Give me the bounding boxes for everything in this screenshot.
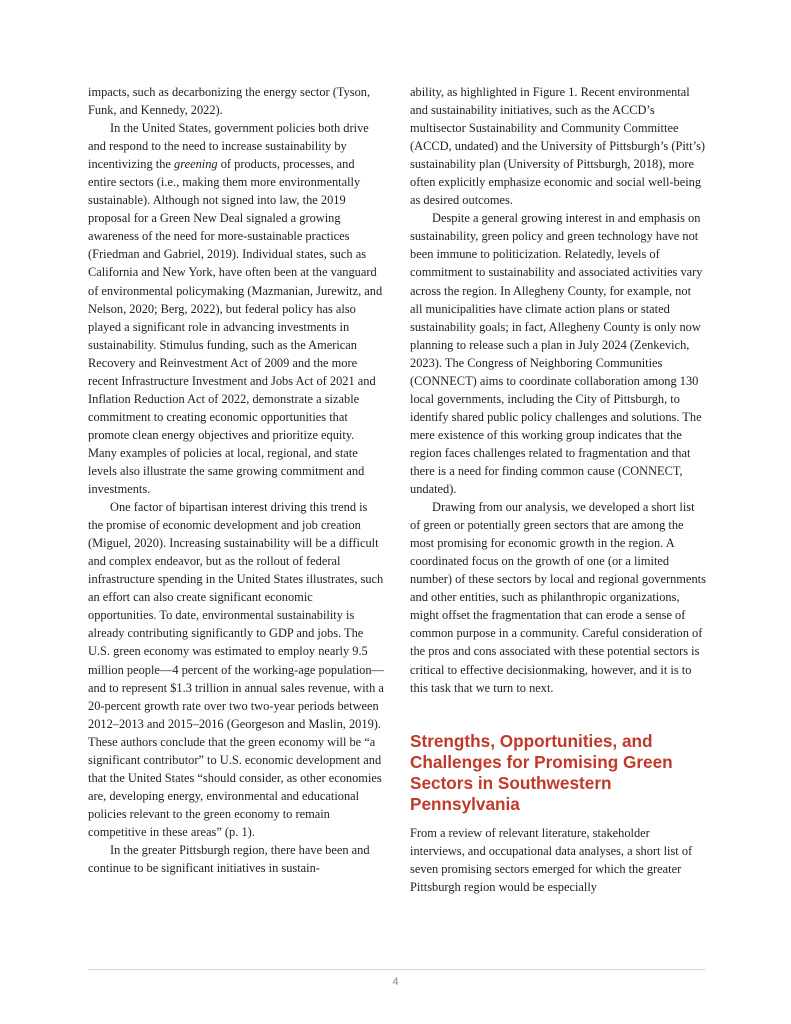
- section-heading: Strengths, Opportunities, and Challenges for Promising Green Sectors in Southwestern Pennsylvania: [410, 730, 673, 814]
- left-column: [88, 83, 384, 877]
- text-run: In the United States, government policies both drive and respond to the need to increase sustainability by incentivizing the: [88, 121, 369, 172]
- paragraph: impacts, such as decarbonizing the energy sector (Tyson, Funk, and Kennedy, 2022).: [88, 85, 371, 118]
- paragraph: [88, 119, 384, 498]
- text-run: of products, processes, and entire sectors (i.e., making them more environmentally sustainable). Although not signed into law, the 2019 proposal for a Green New Deal signaled a growing awareness of the need for more-sustainable practices (Friedman and Gabriel, 2019). Individual states, such as California and New York, have often been at the vanguard of environmental policymaking (Mazmanian, Jurewitz, and Nelson, 2020; Berg, 2022), but federal policy has also played a significant role in advancing investments in sustainability. Stimulus funding, such as the American Recovery and Reinvestment Act of 2009 and the more recent Infrastructure Investment and Jobs Act of 2021 and Inflation Reduction Act of 2022, demonstrate a sizable commitment to creating economic opportunities that promote clean energy objectives and prioritize equity. Many examples of policies at local, regional, and state levels also illustrate the same growing commitment and investments.: [88, 157, 383, 497]
- paragraph: From a review of relevant literature, stakeholder interviews, and occupational data analyses, a short list of seven promising sectors emerged for which the greater Pittsburgh region would be especially: [410, 825, 693, 894]
- paragraph: Drawing from our analysis, we developed a short list of green or potentially green sectors that are among the most promising for economic growth in the region. A coordinated focus on the growth of one (or a limited number) of these sectors by local and regional governments and other entities, such as philanthropic organizations, might offset the fragmentation that can erode a sense of common purpose in a community. Careful consideration of the pros and cons associated with these potential sectors is critical to effective decisionmaking, however, and it is to this task that we turn to next.: [410, 500, 706, 695]
- paragraph: Despite a general growing interest in and emphasis on sustainability, green policy and green technology have not been immune to politicization. Relatedly, levels of commitment to sustainability and associated activities vary across the region. In Allegheny County, for example, not all municipalities have climate action plans or stated sustainability goals; in fact, Allegheny County is only now planning to release such a plan in July 2024 (Zenkevich, 2023). The Congress of Neighboring Communities (CONNECT) aims to coordinate collaboration among 130 local governments, including the City of Pittsburgh, to identify shared public policy challenges and solutions. The mere existence of this working group indicates that the region faces challenges related to fragmentation and that there is a need for finding common cause (CONNECT, undated).: [410, 211, 703, 497]
- footer-divider: [88, 969, 705, 970]
- paragraph: In the greater Pittsburgh region, there have been and continue to be significant initiatives in sustain-: [88, 842, 370, 876]
- right-column: [410, 83, 706, 896]
- paragraph: ability, as highlighted in Figure 1. Recent environmental and sustainability initiatives, such as the ACCD’s multisector Sustainability and Community Committee (ACCD, undated) and the University of Pittsburgh’s (Pitt’s) sustainability plan (University of Pittsburgh, 2018), more often explicitly emphasize economic and social well-being as desired outcomes.: [410, 85, 706, 208]
- paragraph: One factor of bipartisan interest driving this trend is the promise of economic development and job creation (Miguel, 2020). Increasing sustainability will be a difficult and complex endeavor, but as the rollout of federal infrastructure spending in the United States illustrates, such an effort can also create significant economic opportunities. To date, environmental sustainability is already contributing significantly to GDP and jobs. The U.S. green economy was estimated to employ nearly 9.5 million people—4 percent of the working-age population—and to represent $1.3 trillion in annual sales revenue, with a 20-percent growth rate over two two-year periods between 2012–2013 and 2015–2016 (Georgeson and Maslin, 2019). These authors conclude that the green economy will be “a significant contributor” to U.S. economic development and that the United States “should consider, as other economies are, developing energy, environmental and educational policies relevant to the green economy to remain competitive in these areas” (p. 1).: [88, 500, 384, 839]
- emphasis: greening: [174, 157, 218, 172]
- page-number: 4: [392, 976, 399, 988]
